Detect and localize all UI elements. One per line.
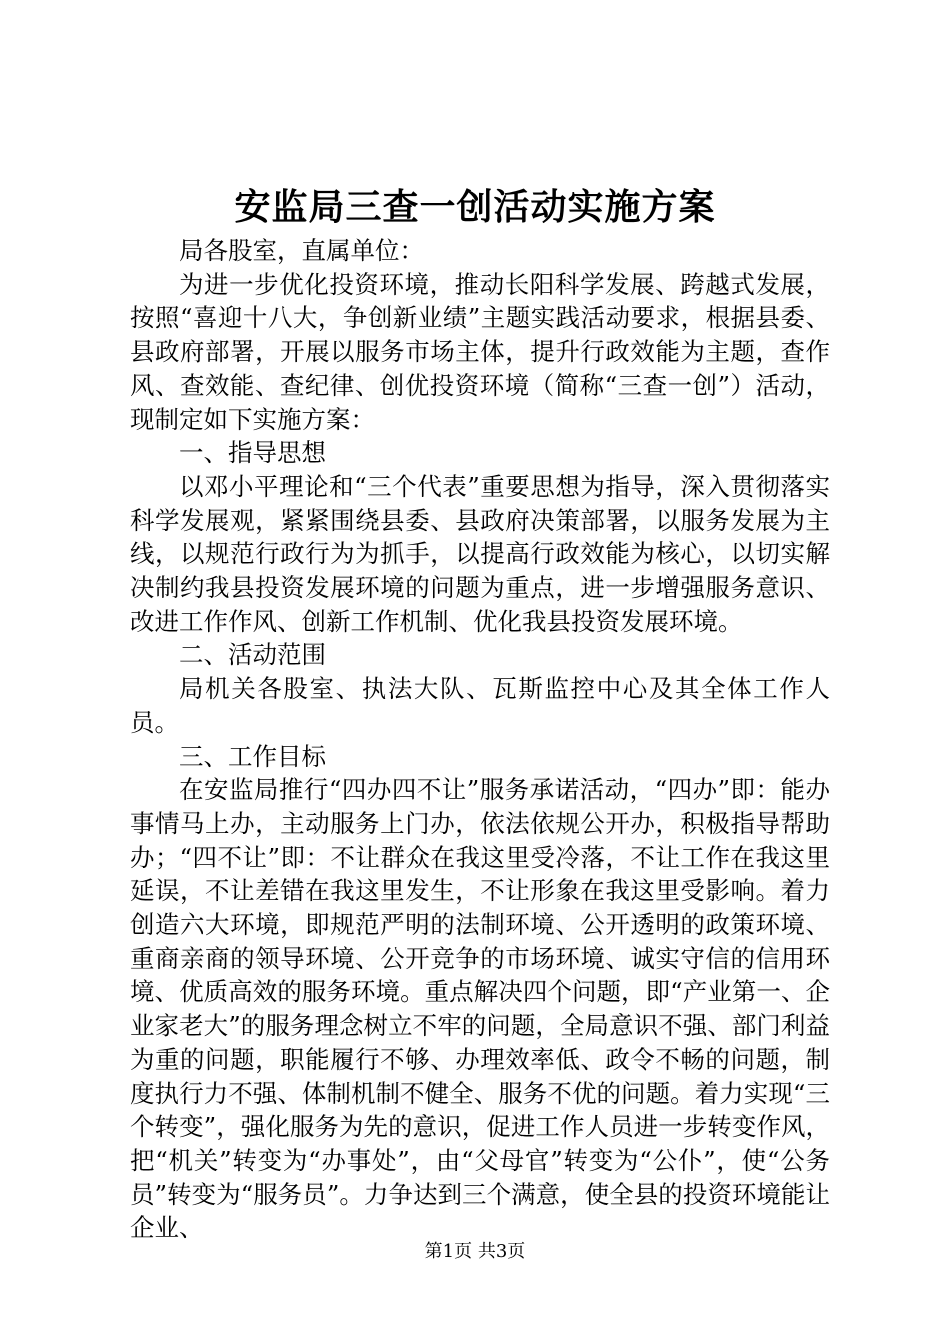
- document-title: 安监局三查一创活动实施方案: [234, 186, 716, 228]
- work-goals-paragraph: 在安监局推行“四办四不让”服务承诺活动，“四办”即：能办事情马上办，主动服务上门办，依法依规公开办，积极指导帮助办；“四不让”即：不让群众在我这里受冷落，不让工作在我这里延误，不让差错在我这里发生，不让形象在我这里受影响。着力创造六大环境，即规范严明的法制环境、公开透明的政策环境、重商亲商的领导环境、公开竞争的市场环境、诚实守信的信用环境、优质高效的服务环境。重点解决四个问题，即“产业第一、企业家老大”的服务理念树立不牢的问题，全局意识不强、部门利益为重的问题，职能履行不够、办理效率低、政令不畅的问题，制度执行力不强、体制机制不健全、服务不优的问题。着力实现“三个转变”，强化服务为先的意识，促进工作人员进一步转变作风，把“机关”转变为“办事处”，由“父母官”转变为“公仆”，使“公务员”转变为“服务员”。力争达到三个满意，使全县的投资环境能让企业、: [130, 775, 830, 1243]
- salutation: 局各股室，直属单位：: [179, 236, 424, 265]
- document-body: [130, 234, 830, 1245]
- section-heading-guiding-thought: 一、指导思想: [179, 438, 326, 468]
- intro-paragraph: 为进一步优化投资环境，推动长阳科学发展、跨越式发展，按照“喜迎十八大，争创新业绩”主题实践活动要求，根据县委、县政府部署，开展以服务市场主体，提升行政效能为主题，查作风、查效能、查纪律、创优投资环境（简称“三查一创”）活动，现制定如下实施方案：: [130, 269, 830, 434]
- section-heading-activity-scope: 二、活动范围: [179, 640, 326, 670]
- page-footer: 第1页 共3页: [424, 1241, 526, 1262]
- activity-scope-paragraph: 局机关各股室、执法大队、瓦斯监控中心及其全体工作人员。: [130, 674, 830, 737]
- section-heading-work-goals: 三、工作目标: [179, 741, 326, 771]
- guiding-thought-paragraph: 以邓小平理论和“三个代表”重要思想为指导，深入贯彻落实科学发展观，紧紧围绕县委、县政府决策部署，以服务发展为主线，以规范行政行为为抓手，以提高行政效能为核心，以切实解决制约我县投资发展环境的问题为重点，进一步增强服务意识、改进工作作风、创新工作机制、优化我县投资发展环境。: [130, 471, 830, 636]
